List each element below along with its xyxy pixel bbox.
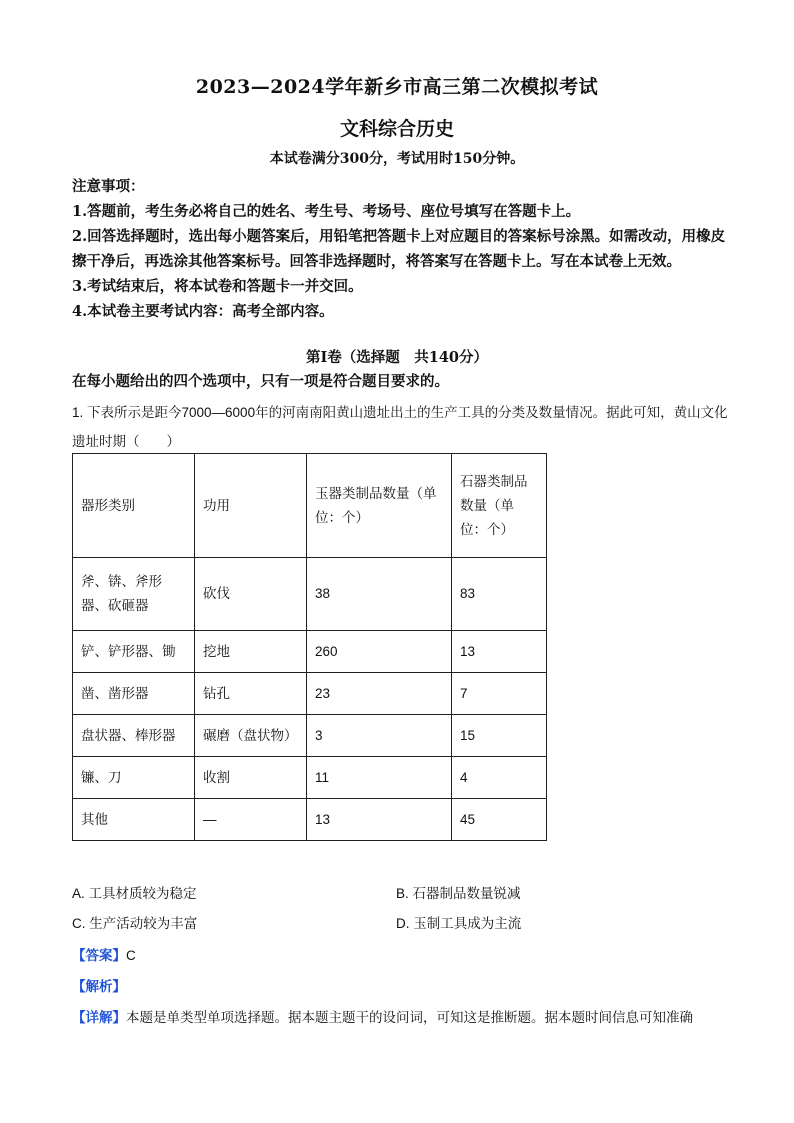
table-cell: 13	[452, 631, 547, 673]
tools-table	[72, 453, 547, 841]
table-cell: 其他	[73, 799, 195, 841]
table-cell: 凿、凿形器	[73, 673, 195, 715]
table-cell: 盘状器、棒形器	[73, 715, 195, 757]
table-row	[73, 757, 547, 799]
option-b: B. 石器制品数量锐减	[396, 886, 521, 901]
note-item: 1.答题前，考生务必将自己的姓名、考生号、考场号、座位号填写在答题卡上。	[72, 203, 581, 220]
detail-line	[72, 1006, 732, 1026]
table-cell: 收割	[195, 757, 307, 799]
notes-block	[72, 174, 728, 324]
detail-label: 【详解】	[72, 1010, 126, 1025]
section-title: 第Ⅰ卷（选择题 共140分）	[305, 349, 489, 366]
table-row	[73, 631, 547, 673]
table-cell: 碾磨（盘状物）	[195, 715, 307, 757]
note-item: 4.本试卷主要考试内容：高考全部内容。	[72, 303, 334, 320]
question-stem: 1. 下表所示是距今7000—6000年的河南南阳黄山遗址出土的生产工具的分类及数量情况。据此可知，黄山文化遗址时期（ ）	[72, 405, 728, 449]
answer-label: 【答案】	[72, 948, 126, 963]
analysis-label: 【解析】	[72, 979, 126, 994]
table-header-cell: 玉器类制品数量（单位：个）	[307, 454, 452, 558]
answer-line	[72, 944, 136, 964]
table-cell: 45	[452, 799, 547, 841]
analysis-line	[72, 975, 126, 995]
table-cell: 13	[307, 799, 452, 841]
table-cell: 38	[307, 558, 452, 631]
notes-heading: 注意事项：	[72, 178, 145, 195]
table-row	[73, 715, 547, 757]
table-cell: 15	[452, 715, 547, 757]
section-instruction: 在每小题给出的四个选项中，只有一项是符合题目要求的。	[72, 373, 449, 390]
table-cell: 镰、刀	[73, 757, 195, 799]
exam-title: 2023—2024学年新乡市高三第二次模拟考试	[195, 76, 599, 98]
table-cell: 斧、锛、斧形器、砍砸器	[73, 558, 195, 631]
table-row	[73, 799, 547, 841]
table-header-cell: 器形类别	[73, 454, 195, 558]
note-item: 3.考试结束后，将本试卷和答题卡一并交回。	[72, 278, 363, 295]
table-cell: —	[195, 799, 307, 841]
answer-value: C	[126, 948, 136, 963]
table-cell: 260	[307, 631, 452, 673]
table-header-row	[73, 454, 547, 558]
note-item: 2.回答选择题时，选出每小题答案后，用铅笔把答题卡上对应题目的答案标号涂黑。如需改动，用橡皮擦干净后，再选涂其他答案标号。回答非选择题时，将答案写在答题卡上。写在本试卷上无效。	[72, 228, 726, 270]
table-cell: 3	[307, 715, 452, 757]
option-a: A. 工具材质较为稳定	[72, 886, 197, 901]
table-cell: 7	[452, 673, 547, 715]
table-cell: 83	[452, 558, 547, 631]
table-cell: 铲、铲形器、锄	[73, 631, 195, 673]
table-cell: 挖地	[195, 631, 307, 673]
table-cell: 钻孔	[195, 673, 307, 715]
option-c: C. 生产活动较为丰富	[72, 916, 198, 931]
subject-title: 文科综合历史	[339, 118, 454, 140]
exam-info: 本试卷满分300分，考试用时150分钟。	[269, 151, 525, 167]
table-cell: 4	[452, 757, 547, 799]
table-cell: 砍伐	[195, 558, 307, 631]
table-header-cell: 石器类制品数量（单位：个）	[452, 454, 547, 558]
table-row	[73, 558, 547, 631]
table-row	[73, 673, 547, 715]
option-d: D. 玉制工具成为主流	[396, 916, 522, 931]
table-cell: 11	[307, 757, 452, 799]
table-header-cell: 功用	[195, 454, 307, 558]
table-cell: 23	[307, 673, 452, 715]
detail-text: 本题是单类型单项选择题。据本题主题干的设问词，可知这是推断题。据本题时间信息可知准确	[126, 1010, 693, 1025]
